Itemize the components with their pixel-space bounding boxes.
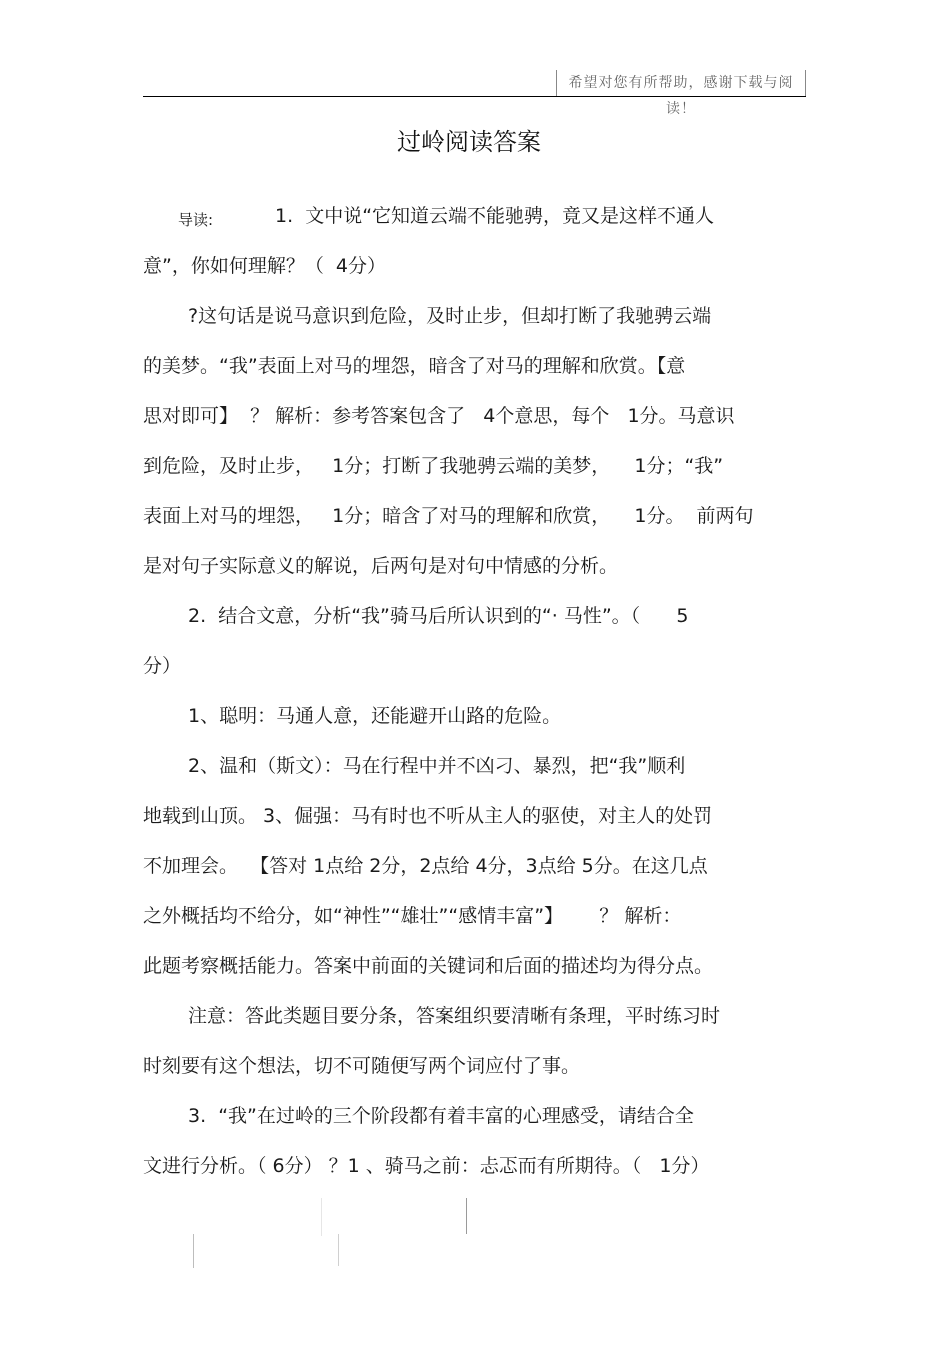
scan-artifact-line	[466, 1198, 467, 1234]
text-line: 此题考察概括能力。答案中前面的关键词和后面的描述均为得分点。	[143, 955, 714, 977]
header-rule	[143, 96, 806, 97]
text-line: 不加理会。 【答对 1点给 2分，2点给 4分，3点给 5分。在这几点	[143, 855, 708, 877]
text-line: 的美梦。“我”表面上对马的埋怨，暗含了对马的理解和欣赏。【意	[143, 355, 686, 377]
text-line: ?这句话是说马意识到危险，及时止步，但却打断了我驰骋云端	[188, 305, 712, 327]
text-line: 时刻要有这个想法，切不可随便写两个词应付了事。	[143, 1055, 581, 1077]
text-line: 之外概括均不给分，如“神性”“雄壮”“感情丰富”】 ？ 解析：	[143, 905, 682, 927]
text-line: 分）	[143, 655, 182, 677]
text-line: 1. 文中说“它知道云端不能驰骋，竟又是这样不通人	[275, 205, 715, 227]
header-note: 希望对您有所帮助，感谢下载与阅读！	[556, 70, 806, 96]
scan-artifact-line	[321, 1198, 322, 1236]
text-line: 意”，你如何理解？（ 4分）	[143, 255, 387, 277]
text-line: 地载到山顶。 3、倔强：马有时也不听从主人的驱使，对主人的处罚	[143, 805, 713, 827]
text-line: 到危险，及时止步， 1分；打断了我驰骋云端的美梦， 1分；“我”	[143, 455, 724, 477]
text-line: 1、聪明：马通人意，还能避开山路的危险。	[188, 705, 562, 727]
text-line: 2、温和（斯文）：马在行程中并不凶刁、暴烈，把“我”顺利	[188, 755, 686, 777]
text-line: 文进行分析。（ 6分） ？1 、骑马之前：忐忑而有所期待。（ 1分）	[143, 1155, 710, 1177]
text-line: 3. “我”在过岭的三个阶段都有着丰富的心理感受，请结合全	[188, 1105, 694, 1127]
text-line: 表面上对马的埋怨， 1分；暗含了对马的理解和欣赏， 1分。 前两句	[143, 505, 754, 527]
scan-artifact-line	[338, 1234, 339, 1266]
page-title: 过岭阅读答案	[397, 128, 541, 156]
text-line: 思对即可】 ？ 解析：参考答案包含了 4个意思，每个 1分。马意识	[143, 405, 735, 427]
text-line: 2. 结合文意，分析“我”骑马后所认识到的“· 马性”。（ 5	[188, 605, 689, 627]
text-line: 是对句子实际意义的解说，后两句是对句中情感的分析。	[143, 555, 619, 577]
intro-label: 导读:	[178, 211, 214, 229]
scan-artifact-line	[193, 1234, 194, 1268]
text-line: 注意：答此类题目要分条，答案组织要清晰有条理，平时练习时	[188, 1005, 721, 1027]
